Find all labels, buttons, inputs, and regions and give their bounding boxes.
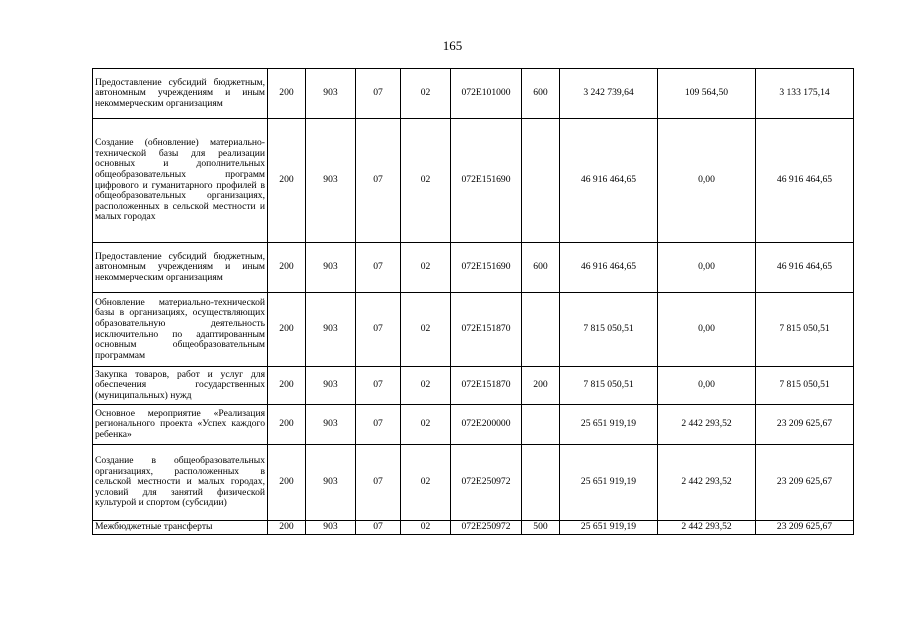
admin-code: 200 <box>268 445 306 521</box>
amount-change: 109 564,50 <box>658 69 756 119</box>
table-row <box>93 119 854 243</box>
row-description: Закупка товаров, работ и услуг для обеспечения государственных (муниципальных) нужд <box>93 367 268 405</box>
amount-plan: 7 815 050,51 <box>560 293 658 367</box>
amount-change: 2 442 293,52 <box>658 521 756 535</box>
amount-change: 0,00 <box>658 243 756 293</box>
row-description: Межбюджетные трансферты <box>93 521 268 535</box>
department-code: 903 <box>306 405 356 445</box>
amount-total: 23 209 625,67 <box>756 405 854 445</box>
amount-total: 46 916 464,65 <box>756 119 854 243</box>
row-description: Создание (обновление) материально-технической базы для реализации основных и дополнительных общеобразовательных программ цифрового и гуманитарного профилей в общеобразовательных организациях, расположенных в сельской местности и малых городах <box>93 119 268 243</box>
amount-total: 46 916 464,65 <box>756 243 854 293</box>
department-code: 903 <box>306 119 356 243</box>
admin-code: 200 <box>268 243 306 293</box>
target-article: 072E151870 <box>451 293 522 367</box>
expense-type: 500 <box>522 521 560 535</box>
amount-total: 23 209 625,67 <box>756 521 854 535</box>
row-description: Предоставление субсидий бюджетным, автономным учреждениям и иным некоммерческим организациям <box>93 243 268 293</box>
department-code: 903 <box>306 521 356 535</box>
department-code: 903 <box>306 243 356 293</box>
department-code: 903 <box>306 445 356 521</box>
amount-plan: 46 916 464,65 <box>560 119 658 243</box>
target-article: 072E151870 <box>451 367 522 405</box>
amount-change: 0,00 <box>658 293 756 367</box>
amount-total: 7 815 050,51 <box>756 367 854 405</box>
department-code: 903 <box>306 293 356 367</box>
amount-change: 2 442 293,52 <box>658 405 756 445</box>
row-description: Обновление материально-технической базы в организациях, осуществляющих образовательную деятельность исключительно по адаптированным основным общеобразовательным программам <box>93 293 268 367</box>
row-description: Основное мероприятие «Реализация регионального проекта «Успех каждого ребенка» <box>93 405 268 445</box>
section-code: 07 <box>356 521 401 535</box>
amount-total: 7 815 050,51 <box>756 293 854 367</box>
target-article: 072E151690 <box>451 119 522 243</box>
section-code: 07 <box>356 69 401 119</box>
target-article: 072E101000 <box>451 69 522 119</box>
table-row <box>93 445 854 521</box>
target-article: 072E250972 <box>451 445 522 521</box>
amount-change: 0,00 <box>658 367 756 405</box>
subsection-code: 02 <box>401 119 451 243</box>
amount-change: 2 442 293,52 <box>658 445 756 521</box>
subsection-code: 02 <box>401 405 451 445</box>
admin-code: 200 <box>268 69 306 119</box>
table-row <box>93 293 854 367</box>
table-row <box>93 243 854 293</box>
section-code: 07 <box>356 367 401 405</box>
amount-total: 3 133 175,14 <box>756 69 854 119</box>
admin-code: 200 <box>268 521 306 535</box>
subsection-code: 02 <box>401 293 451 367</box>
row-description: Предоставление субсидий бюджетным, автономным учреждениям и иным некоммерческим организациям <box>93 69 268 119</box>
subsection-code: 02 <box>401 69 451 119</box>
amount-plan: 7 815 050,51 <box>560 367 658 405</box>
table-row <box>93 521 854 535</box>
department-code: 903 <box>306 69 356 119</box>
target-article: 072E250972 <box>451 521 522 535</box>
table-row <box>93 367 854 405</box>
section-code: 07 <box>356 293 401 367</box>
subsection-code: 02 <box>401 367 451 405</box>
expense-type <box>522 119 560 243</box>
section-code: 07 <box>356 445 401 521</box>
amount-change: 0,00 <box>658 119 756 243</box>
admin-code: 200 <box>268 119 306 243</box>
table-row <box>93 69 854 119</box>
target-article: 072E200000 <box>451 405 522 445</box>
expense-type <box>522 405 560 445</box>
amount-total: 23 209 625,67 <box>756 445 854 521</box>
subsection-code: 02 <box>401 243 451 293</box>
subsection-code: 02 <box>401 445 451 521</box>
expense-type <box>522 445 560 521</box>
section-code: 07 <box>356 243 401 293</box>
table-row <box>93 405 854 445</box>
row-description: Создание в общеобразовательных организациях, расположенных в сельской местности и малых городах, условий для занятий физической культурой и спортом (субсидии) <box>93 445 268 521</box>
budget-table <box>92 68 854 535</box>
admin-code: 200 <box>268 405 306 445</box>
expense-type: 600 <box>522 243 560 293</box>
expense-type: 200 <box>522 367 560 405</box>
amount-plan: 3 242 739,64 <box>560 69 658 119</box>
subsection-code: 02 <box>401 521 451 535</box>
expense-type <box>522 293 560 367</box>
amount-plan: 25 651 919,19 <box>560 445 658 521</box>
section-code: 07 <box>356 119 401 243</box>
amount-plan: 46 916 464,65 <box>560 243 658 293</box>
target-article: 072E151690 <box>451 243 522 293</box>
amount-plan: 25 651 919,19 <box>560 521 658 535</box>
department-code: 903 <box>306 367 356 405</box>
admin-code: 200 <box>268 367 306 405</box>
page-number: 165 <box>442 38 463 53</box>
expense-type: 600 <box>522 69 560 119</box>
admin-code: 200 <box>268 293 306 367</box>
amount-plan: 25 651 919,19 <box>560 405 658 445</box>
section-code: 07 <box>356 405 401 445</box>
